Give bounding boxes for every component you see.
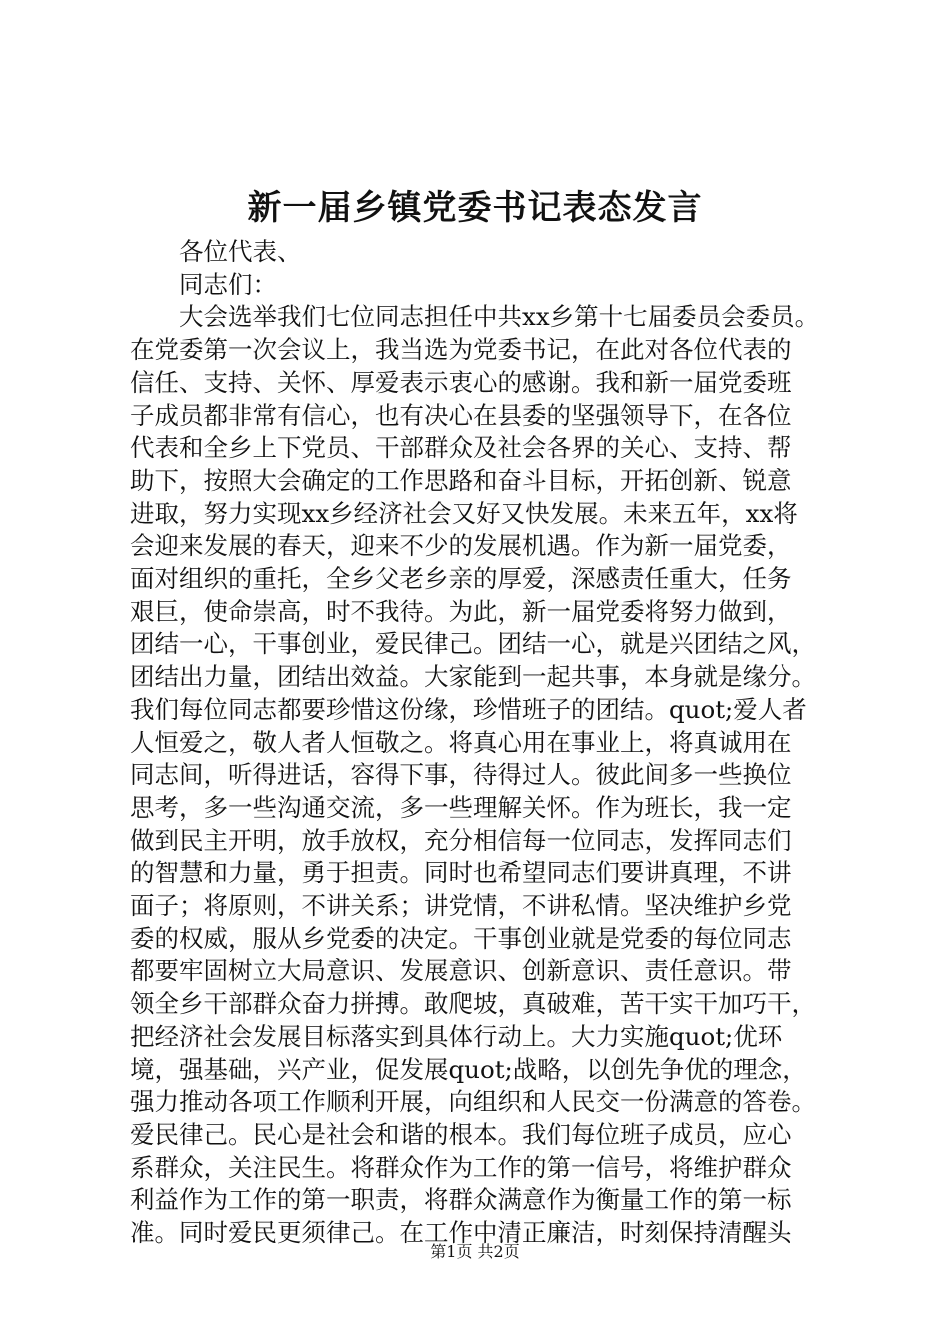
paragraph-line: 思考，多一些沟通交流，多一些理解关怀。作为班长，我一定	[130, 792, 792, 822]
paragraph-line: 的智慧和力量，勇于担责。同时也希望同志们要讲真理，不讲	[130, 858, 792, 888]
page-footer: 第1页 共2页	[430, 1242, 520, 1261]
paragraph-line: 大会选举我们七位同志担任中共xx乡第十七届委员会委员。	[179, 302, 820, 332]
paragraph-line: 我们每位同志都要珍惜这份缘，珍惜班子的团结。quot;爱人者	[130, 694, 807, 724]
paragraph-line: 团结出力量，团结出效益。大家能到一起共事，本身就是缘分。	[130, 662, 816, 692]
paragraph-line: 信任、支持、关怀、厚爱表示衷心的感谢。我和新一届党委班	[130, 367, 792, 397]
paragraph-line: 艰巨，使命崇高，时不我待。为此，新一届党委将努力做到，	[130, 596, 792, 626]
salutation-line: 同志们：	[179, 269, 277, 299]
paragraph-line: 助下，按照大会确定的工作思路和奋斗目标，开拓创新、锐意	[130, 465, 792, 495]
paragraph-line: 会迎来发展的春天，迎来不少的发展机遇。作为新一届党委，	[130, 531, 792, 561]
paragraph-line: 都要牢固树立大局意识、发展意识、创新意识、责任意识。带	[130, 956, 792, 986]
paragraph-line: 进取，努力实现xx乡经济社会又好又快发展。未来五年，xx将	[130, 498, 798, 528]
paragraph-line: 领全乡干部群众奋力拼搏。敢爬坡，真破难，苦干实干加巧干，	[130, 989, 816, 1019]
paragraph-line: 面子；将原则，不讲关系；讲党情，不讲私情。坚决维护乡党	[130, 891, 792, 921]
document-body	[130, 236, 850, 1250]
paragraph-line: 准。同时爱民更须律己。在工作中清正廉洁，时刻保持清醒头	[130, 1218, 792, 1248]
document-title: 新一届乡镇党委书记表态发言	[247, 188, 703, 228]
paragraph-line: 同志间，听得进话，容得下事，待得过人。彼此间多一些换位	[130, 760, 792, 790]
paragraph-line: 在党委第一次会议上，我当选为党委书记，在此对各位代表的	[130, 335, 792, 365]
paragraph-line: 子成员都非常有信心，也有决心在县委的坚强领导下，在各位	[130, 400, 792, 430]
salutation-line: 各位代表、	[179, 237, 302, 266]
paragraph-line: 做到民主开明，放手放权，充分相信每一位同志，发挥同志们	[130, 825, 792, 855]
paragraph-line: 团结一心，干事创业，爱民律己。团结一心，就是兴团结之风，	[130, 629, 816, 659]
paragraph-line: 系群众，关注民生。将群众作为工作的第一信号，将维护群众	[130, 1152, 792, 1182]
paragraph-line: 利益作为工作的第一职责，将群众满意作为衡量工作的第一标	[130, 1185, 792, 1215]
paragraph-line: 爱民律己。民心是社会和谐的根本。我们每位班子成员，应心	[130, 1119, 792, 1149]
paragraph-line: 境，强基础，兴产业，促发展quot;战略，以创先争优的理念，	[130, 1054, 807, 1084]
paragraph-line: 人恒爱之，敬人者人恒敬之。将真心用在事业上，将真诚用在	[130, 727, 792, 757]
paragraph-line: 把经济社会发展目标落实到具体行动上。大力实施quot;优环	[130, 1021, 783, 1051]
paragraph-line: 面对组织的重托，全乡父老乡亲的厚爱，深感责任重大，任务	[130, 564, 792, 594]
paragraph-line: 代表和全乡上下党员、干部群众及社会各界的关心、支持、帮	[130, 433, 792, 463]
paragraph-line: 委的权威，服从乡党委的决定。干事创业就是党委的每位同志	[130, 923, 792, 953]
paragraph-line: 强力推动各项工作顺利开展，向组织和人民交一份满意的答卷。	[130, 1087, 816, 1117]
